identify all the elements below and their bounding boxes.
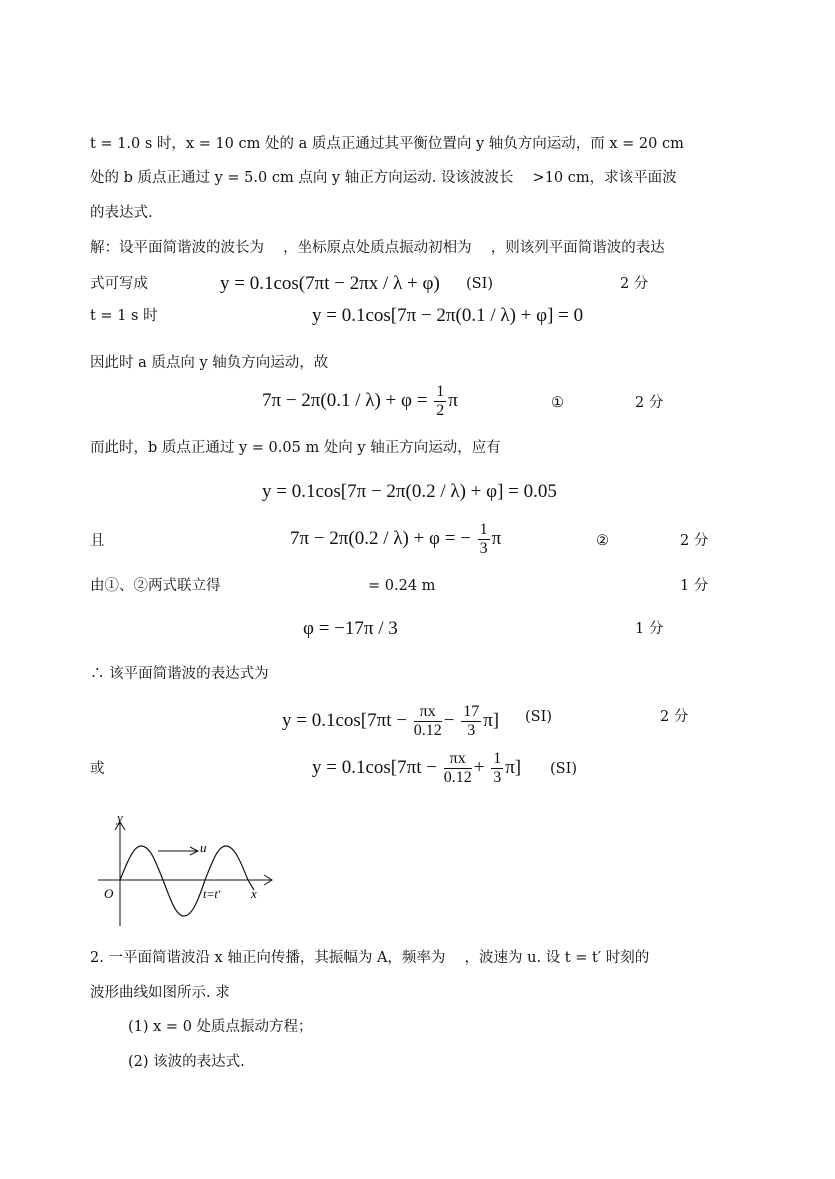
final-equation: y = 0.1cos[7πt − $\frac{\pi x}{0.12}$ − $\frac{17}{3}$ π]	[282, 703, 500, 739]
score-5: 1 分	[635, 621, 664, 637]
reasoning-line-b: 而此时，b 质点正通过 y = 0.05 m 处向 y 轴正方向运动，应有	[90, 440, 501, 456]
score-3: 2 分	[680, 533, 709, 549]
and-label: 且	[90, 533, 105, 549]
equation-1: 7π − 2π(0.1 / λ) + φ = $\frac{1}{2}$ π	[262, 383, 458, 419]
solution-intro-line1: 解：设平面简谐波的波长为 ，坐标原点处质点振动初相为 ，则该列平面简谐波的表达	[90, 240, 665, 256]
score-6: 2 分	[660, 709, 689, 725]
wave-general-equation: y = 0.1cos(7πt − 2πx / λ + φ)	[220, 273, 440, 294]
score-2: 2 分	[635, 395, 664, 411]
score-1: 2 分	[620, 276, 649, 292]
figure-x-label: x	[251, 886, 257, 901]
solution-intro-line2: 式可写成	[90, 276, 148, 292]
figure-time-label: t=t′	[203, 887, 221, 901]
problem1-text-line3: 的表达式.	[90, 205, 153, 221]
fraction-pix-0.12-alt: $\frac{\pi x}{0.12}$	[443, 750, 472, 786]
equation-at-b: y = 0.1cos[7π − 2π(0.2 / λ) + φ] = 0.05	[262, 481, 557, 502]
fraction-17-3: $\frac{17}{3}$	[463, 703, 480, 739]
problem2-text-line1: 2. 一平面简谐波沿 x 轴正向传播，其振幅为 A，频率为 ，波速为 u. 设 t = t′ 时刻的	[90, 950, 650, 966]
problem2-text-line2: 波形曲线如图所示. 求	[90, 985, 230, 1001]
fraction-third: $\frac{1}{3}$	[479, 521, 488, 557]
equation-2-marker: ②	[596, 533, 609, 549]
alternate-equation-unit: (SI)	[550, 761, 577, 777]
question-1: (1) x = 0 处质点振动方程；	[128, 1019, 313, 1035]
reasoning-line-a: 因此时 a 质点向 y 轴负方向运动，故	[90, 355, 329, 371]
fraction-half: $\frac{1}{2}$	[436, 383, 445, 419]
phase-result: φ = −17π / 3	[303, 618, 398, 639]
equation-1-marker: ①	[551, 395, 564, 411]
combine-label: 由①、②两式联立得	[90, 578, 221, 594]
figure-origin-label: O	[104, 886, 114, 901]
equation-at-t1: y = 0.1cos[7π − 2π(0.1 / λ) + φ] = 0	[312, 305, 584, 326]
score-4: 1 分	[680, 578, 709, 594]
conclusion-label: ∴ 该平面简谐波的表达式为	[90, 666, 269, 682]
fraction-pix-0.12: $\frac{\pi x}{0.12}$	[413, 703, 442, 739]
or-label: 或	[90, 761, 105, 777]
equation-2: 7π − 2π(0.2 / λ) + φ = − $\frac{1}{3}$ π	[290, 521, 502, 557]
wave-general-unit: (SI)	[466, 276, 493, 292]
question-2: (2) 该波的表达式.	[128, 1054, 245, 1070]
figure-velocity-label: u	[200, 840, 207, 855]
wavelength-result: = 0.24 m	[368, 578, 436, 594]
alternate-equation: y = 0.1cos[7πt − $\frac{\pi x}{0.12}$ + $\frac{1}{3}$ π]	[312, 750, 522, 786]
time-condition-label: t = 1 s 时	[90, 308, 158, 324]
waveform-curve	[120, 846, 254, 916]
figure-y-label: y	[117, 810, 123, 825]
fraction-1-3: $\frac{1}{3}$	[493, 750, 502, 786]
wave-figure	[90, 808, 290, 933]
problem1-text-line2: 处的 b 质点正通过 y = 5.0 cm 点向 y 轴正方向运动. 设该波波长 >10 cm，求该平面波	[90, 170, 677, 186]
final-equation-unit: (SI)	[525, 709, 552, 725]
problem1-text-line1: t = 1.0 s 时，x = 10 cm 处的 a 质点正通过其平衡位置向 y 轴负方向运动，而 x = 20 cm	[90, 136, 684, 152]
